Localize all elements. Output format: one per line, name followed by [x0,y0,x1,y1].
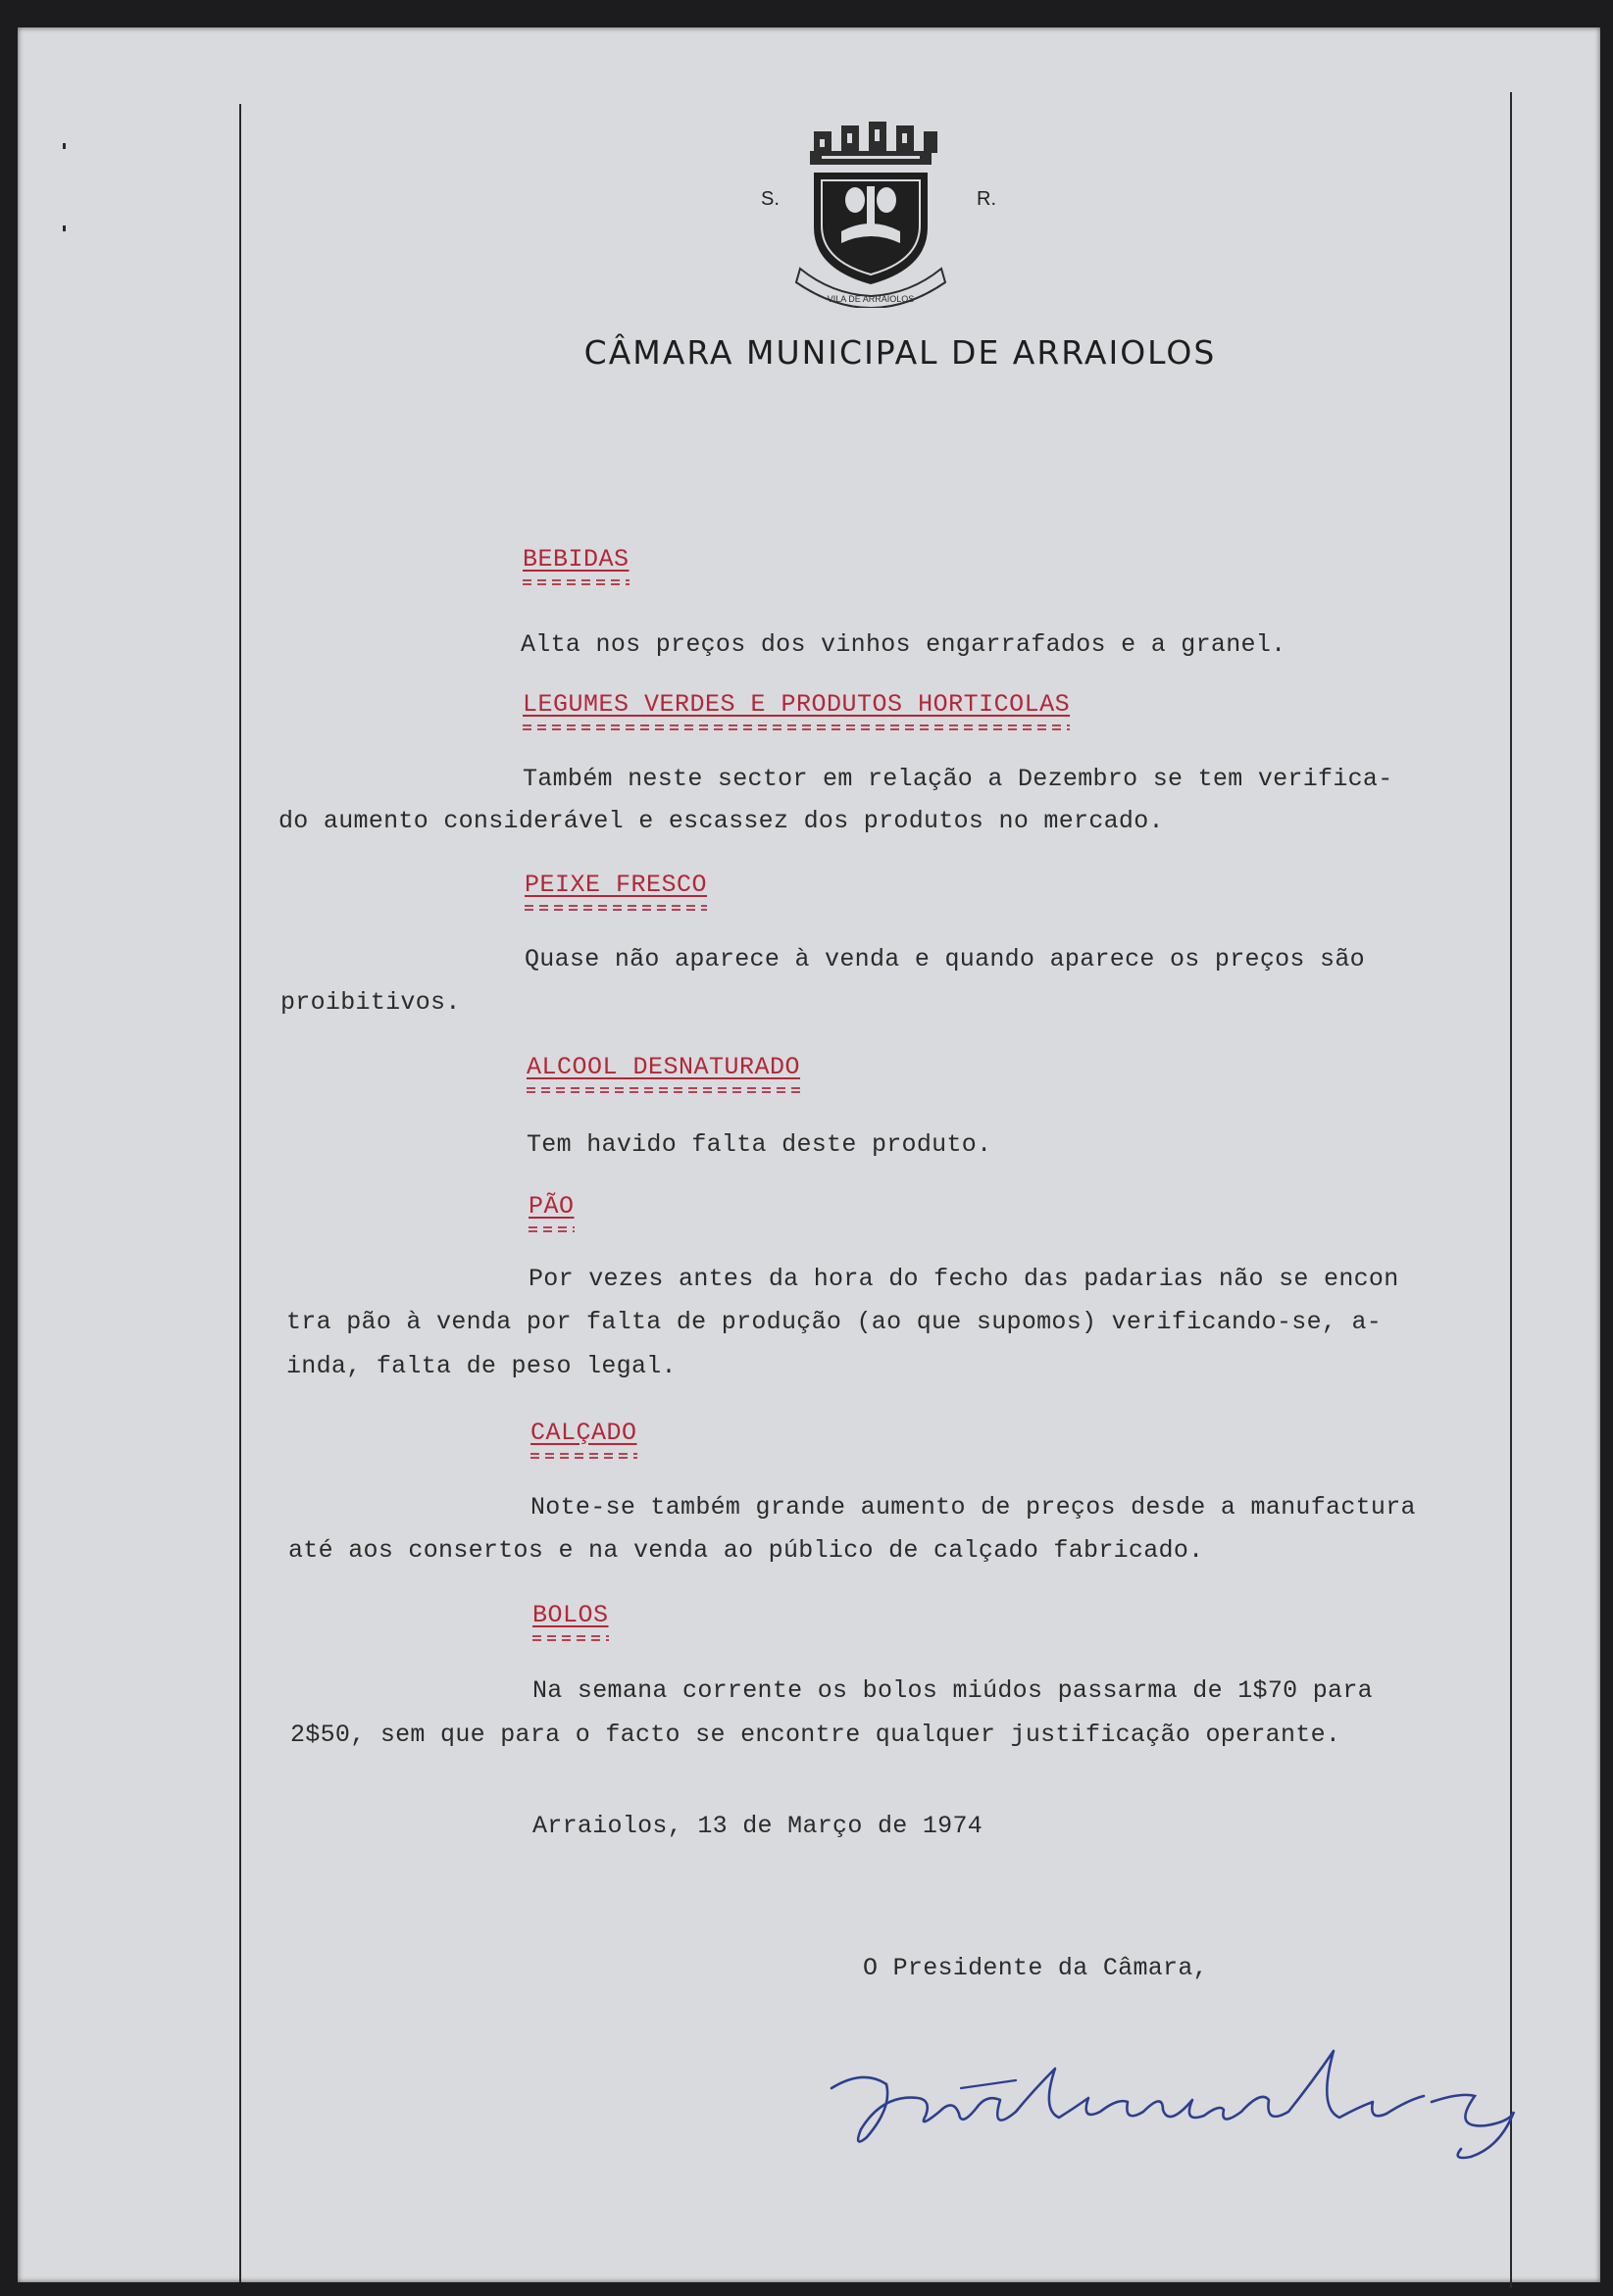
section-heading-pao: PÃO [529,1192,575,1221]
body-line: Note-se também grande aumento de preços desde a manufactura [530,1493,1416,1522]
body-line: Quase não aparece à venda e quando aparece os preços são [525,945,1365,973]
municipal-coat-of-arms-icon [792,122,949,308]
body-line: Também neste sector em relação a Dezembro se tem verifica- [523,765,1393,793]
document-page [18,27,1600,2282]
punch-mark [63,225,66,231]
section-heading-bebidas: BEBIDAS [523,545,630,574]
body-line: Na semana corrente os bolos miúdos passarma de 1$70 para [532,1676,1373,1705]
crest-motto: VILA DE ARRAIOLOS [827,294,915,304]
right-margin-rule [1510,92,1512,2288]
punch-mark [63,143,66,149]
section-heading-peixe-fresco: PEIXE FRESCO [525,871,708,899]
body-line: tra pão à venda por falta de produção (ao que supomos) verificando-se, a- [286,1308,1383,1336]
signatory-title: O Presidente da Câmara, [863,1954,1208,1982]
section-heading-bolos: BOLOS [532,1601,609,1629]
section-heading-legumes: LEGUMES VERDES E PRODUTOS HORTICOLAS [523,690,1071,719]
body-line: Por vezes antes da hora do fecho das padarias não se encon [529,1265,1399,1293]
letterhead-title: CÂMARA MUNICIPAL DE ARRAIOLOS [583,333,1217,372]
body-line: inda, falta de peso legal. [286,1352,677,1380]
letterhead-left-letter: S. [761,188,780,210]
letterhead-right-letter: R. [977,188,996,210]
body-line: 2$50, sem que para o facto se encontre qualquer justificação operante. [290,1721,1341,1749]
body-line: Alta nos preços dos vinhos engarrafados e a granel. [521,630,1286,659]
body-line: até aos consertos e na venda ao público de calçado fabricado. [288,1536,1204,1565]
body-line: do aumento considerável e escassez dos produtos no mercado. [278,807,1164,835]
section-heading-alcool: ALCOOL DESNATURADO [527,1053,801,1081]
body-line: proibitivos. [280,988,461,1017]
place-date: Arraiolos, 13 de Março de 1974 [532,1812,983,1840]
section-heading-calcado: CALÇADO [530,1419,637,1447]
left-margin-rule [239,104,241,2282]
handwritten-signature [824,2039,1549,2167]
body-line: Tem havido falta deste produto. [527,1130,992,1159]
